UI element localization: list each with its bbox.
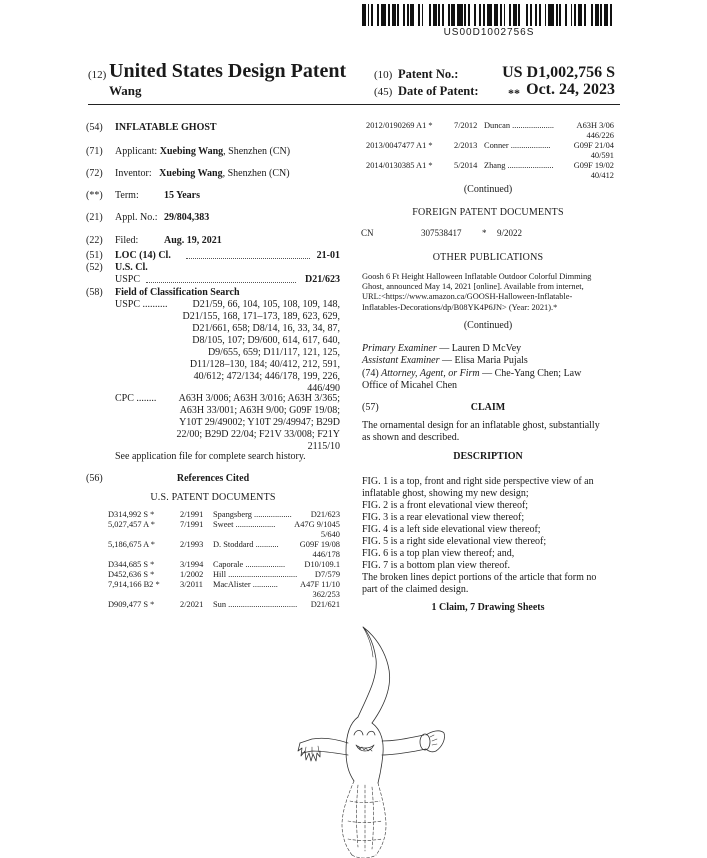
primary-examiner-name: — Lauren D McVey [439, 343, 522, 354]
appl-number: 29/804,383 [164, 212, 210, 223]
reference-date: 3/1994 [180, 560, 204, 569]
reference-inventor: Conner ................... [484, 141, 551, 150]
reference-number: D314,992 S * [108, 510, 155, 519]
inventor-surname: Wang [109, 83, 142, 98]
field-cpc-label: CPC ........ [115, 393, 157, 404]
claim-text-2: as shown and described. [362, 432, 460, 443]
uscl-value: D21/623 [305, 274, 340, 285]
description-line: FIG. 1 is a top, front and right side perspective view of an [362, 476, 594, 487]
field-uspc-label: USPC .......... [115, 299, 168, 310]
inventor-line [115, 168, 290, 180]
reference-row [108, 600, 340, 610]
reference-class: D7/579 [314, 570, 340, 579]
claim-text-1: The ornamental design for an inflatable ghost, substantially [362, 420, 600, 431]
reference-class: D10/109.1 [304, 560, 340, 569]
applicant-code: (71) [86, 146, 103, 157]
reference-date: 1/2002 [180, 570, 204, 579]
uspc-class-line: D21/155, 168, 171–173, 189, 623, 629, [182, 311, 340, 322]
reference-inventor: MacAlister ............ [213, 580, 278, 589]
description-line: FIG. 7 is a bottom plan view thereof. [362, 560, 511, 571]
assistant-examiner [362, 355, 528, 367]
description-title: DESCRIPTION [453, 451, 523, 462]
attorney-line-2: Office of Micahel Chen [362, 380, 458, 391]
foreign-number: 307538417 [421, 228, 462, 238]
reference-number: 2013/0047477 A1 * [366, 141, 433, 150]
uspc-class-line: 40/612; 472/134; 446/178, 199, 226, [193, 371, 340, 382]
description-line: FIG. 6 is a top plan view thereof; and, [362, 548, 515, 559]
description-line: FIG. 3 is a rear elevational view thereof; [362, 512, 525, 523]
reference-inventor: D. Stoddard ........... [213, 540, 279, 549]
barcode [362, 4, 616, 26]
other-publication-line: Inflatables-Decorations/dp/B08YK4P6JN> (Year: 2021).* [362, 302, 558, 312]
applicant-label: Applicant: [115, 146, 158, 157]
filed-label: Filed: [115, 235, 139, 246]
publications-continued: (Continued) [463, 320, 513, 331]
other-publication-line: Ghost, announced May 14, 2021 [online]. Available from internet, [362, 282, 584, 292]
description-line: FIG. 2 is a front elevational view thereof; [362, 500, 529, 511]
primary-examiner-label: Primary Examiner [362, 343, 437, 354]
reference-date: 2/1991 [180, 510, 204, 519]
reference-inventor: Hill ................................. [213, 570, 298, 579]
reference-number: 5,186,675 A * [108, 540, 155, 549]
description-line: FIG. 5 is a right side elevational view thereof; [362, 536, 547, 547]
cpc-class-list [150, 393, 340, 453]
reference-number: 7,914,166 B2 * [108, 580, 160, 589]
design-title: INFLATABLE GHOST [115, 122, 217, 133]
barcode-bar [612, 4, 616, 26]
description-line: FIG. 4 is a left side elevational view thereof; [362, 524, 541, 535]
reference-number: D909,477 S * [108, 600, 155, 609]
uscl-uspc-label: USPC [115, 274, 141, 285]
reference-row [108, 570, 340, 580]
assistant-examiner-label: Assistant Examiner [362, 355, 440, 366]
reference-class-continued: 362/253 [312, 590, 340, 599]
reference-date: 7/2012 [454, 121, 478, 130]
foreign-star: * [482, 228, 487, 238]
reference-date: 2/2021 [180, 600, 204, 609]
reference-class-continued: 40/591 [590, 151, 614, 160]
reference-row [108, 560, 340, 570]
uspc-class-line: D9/655, 659; D11/117, 121, 125, [207, 347, 340, 358]
uscl-leader [146, 282, 296, 283]
loc-leader [186, 258, 310, 259]
filed-code: (22) [86, 235, 103, 246]
document-kind-title: United States Design Patent [109, 60, 347, 82]
description-text [362, 476, 618, 596]
description-line: inflatable ghost, showing my new design; [362, 488, 529, 499]
claim-title: CLAIM [470, 402, 506, 413]
foreign-country: CN [361, 228, 374, 238]
reference-date: 7/1991 [180, 520, 204, 529]
attorney [362, 368, 581, 380]
see-application-note: See application file for complete search history. [115, 451, 306, 462]
reference-inventor: Duncan .................... [484, 121, 555, 130]
reference-row [366, 161, 614, 171]
kind-code: (12) [88, 69, 107, 81]
cpc-class-line: 2115/10 [307, 441, 340, 452]
applicant-location: , Shenzhen (CN) [223, 146, 291, 157]
reference-class: G09F 21/04 [573, 141, 614, 150]
loc-code: (51) [86, 250, 103, 261]
inventor-code: (72) [86, 168, 103, 179]
attorney-code: (74) [362, 368, 379, 379]
uscl-code: (52) [86, 262, 103, 273]
reference-row [108, 580, 340, 590]
inflatable-ghost-drawing [270, 625, 470, 858]
reference-inventor: Sweet ................... [213, 520, 276, 529]
loc-label: LOC (14) Cl. [115, 250, 171, 261]
reference-class: G09F 19/02 [573, 161, 614, 170]
reference-row [366, 141, 614, 151]
reference-class: A63H 3/06 [576, 121, 614, 130]
reference-inventor: Sun ................................. [213, 600, 298, 609]
other-publication-line: URL:<https://www.amazon.ca/GOOSH-Halloween-Inflatable- [362, 292, 573, 302]
reference-class-continued: 446/226 [586, 131, 614, 140]
inventor-label: Inventor: [115, 168, 152, 179]
appl-label: Appl. No.: [115, 212, 158, 223]
uspc-class-line: 446/490 [307, 383, 340, 394]
foreign-docs-title: FOREIGN PATENT DOCUMENTS [412, 207, 564, 218]
reference-class-continued: 5/640 [320, 530, 340, 539]
cpc-class-line: A63H 33/001; A63H 9/00; G09F 19/08; [179, 405, 340, 416]
reference-row [108, 540, 340, 550]
field-code: (58) [86, 287, 103, 298]
date-of-patent-label: Date of Patent: [398, 84, 479, 98]
reference-inventor: Caporale ................... [213, 560, 286, 569]
loc-value: 21-01 [316, 250, 340, 261]
attorney-label: Attorney, Agent, or Firm [381, 368, 480, 379]
uspc-class-line: D11/128–130, 184; 40/412, 212, 591, [189, 359, 340, 370]
description-line: The broken lines depict portions of the article that form no [362, 572, 597, 583]
reference-class: D21/621 [310, 600, 340, 609]
reference-number: 2012/0190269 A1 * [366, 121, 433, 130]
reference-date: 3/2011 [180, 580, 203, 589]
claims-summary: 1 Claim, 7 Drawing Sheets [431, 602, 545, 613]
reference-number: D344,685 S * [108, 560, 155, 569]
date-stars: ** [508, 86, 520, 100]
reference-class-continued: 446/178 [312, 550, 340, 559]
uscl-label: U.S. Cl. [115, 262, 148, 273]
other-publication-line: Goosh 6 Ft Height Halloween Inflatable Outdoor Colorful Dimming [362, 272, 592, 281]
us-patent-docs-title: U.S. PATENT DOCUMENTS [150, 492, 276, 503]
inventor-name: Xuebing Wang [159, 168, 223, 179]
term-value: 15 Years [164, 190, 201, 201]
references-title: References Cited [176, 473, 250, 484]
uspc-class-line: D21/661, 658; D8/14, 16, 33, 34, 87, [192, 323, 340, 334]
reference-inventor: Zhang ...................... [484, 161, 554, 170]
cpc-class-line: A63H 3/006; A63H 3/016; A63H 3/365; [178, 393, 340, 404]
header-rule [88, 104, 620, 105]
patent-date: Oct. 24, 2023 [526, 81, 615, 98]
reference-row [366, 121, 614, 131]
filed-date: Aug. 19, 2021 [164, 235, 222, 246]
reference-number: 5,027,457 A * [108, 520, 155, 529]
references-continued: (Continued) [463, 184, 513, 195]
references-code: (56) [86, 473, 103, 484]
reference-row [108, 520, 340, 530]
patent-number-label: Patent No.: [398, 67, 459, 81]
reference-class-continued: 40/412 [590, 171, 614, 180]
reference-date: 5/2014 [454, 161, 478, 170]
appl-code: (21) [86, 212, 103, 223]
inventor-location: , Shenzhen (CN) [222, 168, 290, 179]
reference-class: A47G 9/1045 [294, 520, 340, 529]
assistant-examiner-name: — Elisa Maria Pujals [442, 355, 528, 366]
reference-class: A47F 11/10 [300, 580, 340, 589]
reference-date: 2/1993 [180, 540, 204, 549]
field-label: Field of Classification Search [115, 287, 240, 298]
applicant-line [115, 146, 290, 158]
foreign-date: 9/2022 [497, 228, 523, 238]
title-code: (54) [86, 122, 103, 133]
description-line: part of the claimed design. [362, 584, 469, 595]
claim-code: (57) [362, 402, 379, 413]
reference-number: D452,636 S * [108, 570, 155, 579]
other-publication-text [362, 272, 618, 313]
patent-number: US D1,002,756 S [502, 64, 615, 81]
patent-number-code: (10) [374, 69, 393, 81]
cpc-class-line: 22/00; B29D 22/04; F21V 33/008; F21Y [176, 429, 340, 440]
reference-number: 2014/0130385 A1 * [366, 161, 433, 170]
applicant-name: Xuebing Wang [159, 146, 224, 157]
term-label: Term: [115, 190, 139, 201]
attorney-line-1: — Che-Yang Chen; Law [482, 368, 582, 379]
reference-date: 2/2013 [454, 141, 478, 150]
reference-inventor: Spangsberg .................. [213, 510, 292, 519]
reference-row [108, 510, 340, 520]
uspc-class-line: D8/105, 107; D9/600, 614, 617, 640, [192, 335, 340, 346]
primary-examiner [362, 343, 521, 355]
term-code: (**) [86, 190, 103, 201]
reference-class: D21/623 [310, 510, 340, 519]
reference-class: G09F 19/08 [299, 540, 340, 549]
date-code: (45) [374, 86, 393, 98]
cpc-class-line: Y10T 29/49002; Y10T 29/49947; B29D [179, 417, 340, 428]
barcode-number: US00D1002756S [443, 27, 535, 38]
other-publications-title: OTHER PUBLICATIONS [432, 252, 544, 263]
uspc-class-list [160, 299, 340, 395]
uspc-class-line: D21/59, 66, 104, 105, 108, 109, 148, [192, 299, 340, 310]
